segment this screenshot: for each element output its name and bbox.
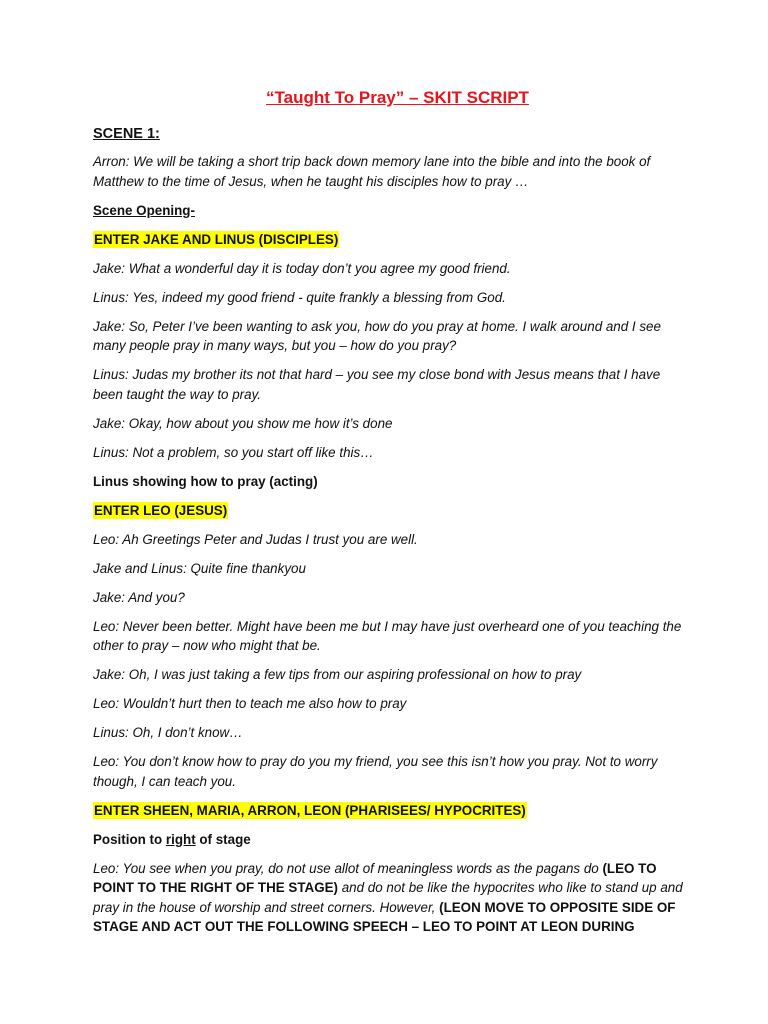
leo5-direction-leon-move: (LEON MOVE TO OPPOSITE SIDE OF STAGE AND ACT OUT THE FOLLOWING SPEECH – LEO TO POINT AT LEON DURING xyxy=(93,899,676,934)
line-jake-4: Jake: And you? xyxy=(93,589,185,605)
stage-direction-enter-leo: ENTER LEO (JESUS) xyxy=(94,502,228,518)
stage-direction-enter-pharisees: ENTER SHEEN, MARIA, ARRON, LEON (PHARISEES/ HYPOCRITES) xyxy=(94,802,526,818)
leo5-speech-c: and do not be like the hypocrites who like to stand up and pray in the house of worship and street corners. However, xyxy=(93,880,683,915)
stage-direction-paragraph xyxy=(93,501,688,521)
stage-direction-paragraph xyxy=(93,230,688,250)
line-arron-intro: Arron: We will be taking a short trip back down memory lane into the bible and into the book of Matthew to the time of Jesus, when he taught his disciples how to pray … xyxy=(93,154,651,189)
stage-action-linus-showing: Linus showing how to pray (acting) xyxy=(93,473,318,489)
scene-opening-label: Scene Opening- xyxy=(93,202,195,218)
scene-heading: SCENE 1: xyxy=(93,126,160,142)
line-leo-4: Leo: You don’t know how to pray do you my friend, you see this isn’t how you pray. Not to worry though, I can teach you. xyxy=(93,754,658,789)
leo5-direction-point-right: (LEO TO POINT TO THE RIGHT OF THE STAGE) xyxy=(93,860,657,895)
line-jake-1: Jake: What a wonderful day it is today don’t you agree my good friend. xyxy=(93,260,511,276)
line-jake-2: Jake: So, Peter I’ve been wanting to ask you, how do you pray at home. I walk around and I see many people pray in many ways, but you – how do you pray? xyxy=(93,318,661,353)
line-jake-3: Jake: Okay, how about you show me how it’s done xyxy=(93,415,393,431)
stage-position-note xyxy=(93,830,688,850)
position-text-a: Position to xyxy=(93,831,166,847)
position-text-right: right xyxy=(165,831,196,847)
line-linus-3: Linus: Not a problem, so you start off like this… xyxy=(93,444,374,460)
line-leo-2: Leo: Never been better. Might have been me but I may have just overheard one of you teaching the other to pray – now who might that be. xyxy=(93,618,682,653)
line-jake-and-linus: Jake and Linus: Quite fine thankyou xyxy=(93,560,306,576)
position-text-c: of stage xyxy=(195,831,251,847)
line-linus-1: Linus: Yes, indeed my good friend - quite frankly a blessing from God. xyxy=(93,289,506,305)
leo5-speech-a: Leo: You see when you pray, do not use allot of meaningless words as the pagans do xyxy=(93,860,603,876)
line-jake-5: Jake: Oh, I was just taking a few tips from our aspiring professional on how to pray xyxy=(93,667,582,682)
stage-direction-paragraph xyxy=(93,801,688,821)
stage-direction-enter-jake-linus: ENTER JAKE AND LINUS (DISCIPLES) xyxy=(94,231,339,247)
scene-opening-paragraph xyxy=(93,201,688,221)
line-linus-4: Linus: Oh, I don’t know… xyxy=(93,725,243,740)
line-linus-2: Linus: Judas my brother its not that hard – you see my close bond with Jesus means that I have been taught the way to pray. xyxy=(93,367,661,402)
line-leo-5 xyxy=(93,859,688,937)
line-leo-1: Leo: Ah Greetings Peter and Judas I trust you are well. xyxy=(93,531,418,547)
document-title: “Taught To Pray” – SKIT SCRIPT xyxy=(266,88,529,107)
line-leo-3: Leo: Wouldn’t hurt then to teach me also how to pray xyxy=(93,696,407,711)
